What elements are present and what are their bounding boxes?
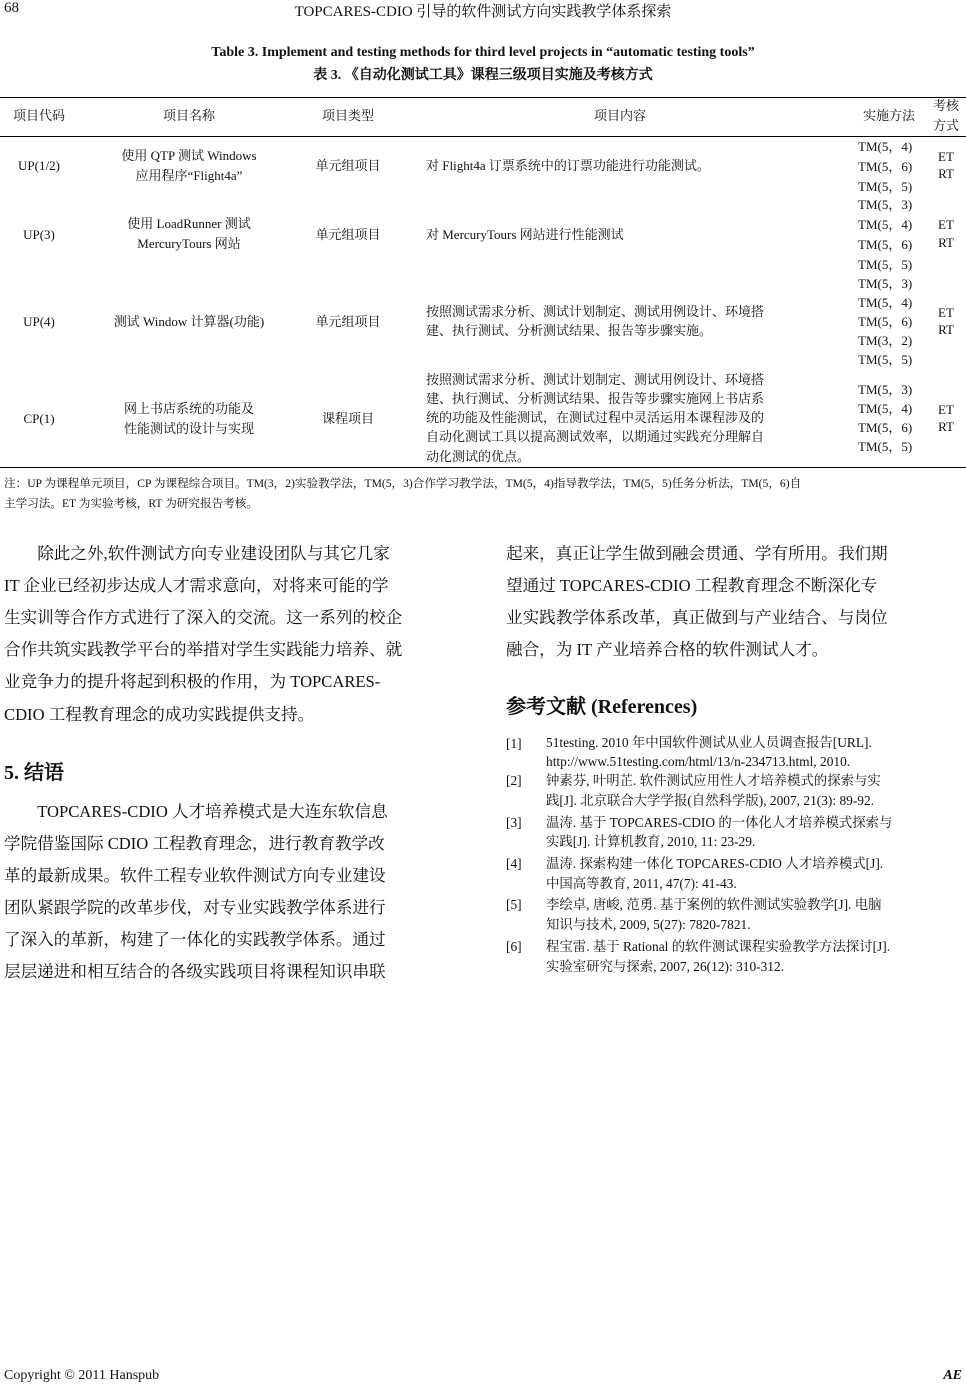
reference-number: [4]: [506, 856, 522, 871]
cell-assess: RT: [938, 235, 954, 250]
body-line: 合作共筑实践教学平台的举措对学生实践能力培养、就: [4, 640, 403, 659]
cell-assess: ET: [938, 217, 954, 232]
cell-method: TM(5，6): [858, 237, 913, 252]
header-assess-line2: 方式: [932, 118, 959, 133]
running-title: TOPCARES-CDIO 引导的软件测试方向实践教学体系探索: [294, 4, 672, 20]
cell-assess: ET: [938, 402, 954, 417]
cell-code: UP(1/2): [18, 158, 60, 173]
reference-line: 实验室研究与探索, 2007, 26(12): 310-312.: [546, 959, 785, 974]
header-method: 实施方法: [862, 108, 915, 123]
reference-line: 温涛. 探索构建一体化 TOPCARES-CDIO 人才培养模式[J].: [546, 856, 884, 871]
page-number: 68: [4, 0, 19, 16]
table-note-line: 主学习法。ET 为实验考核，RT 为研究报告考核。: [4, 497, 258, 510]
cell-name: 测试 Window 计算器(功能): [113, 314, 265, 329]
cell-assess: ET: [938, 305, 954, 320]
table-caption-en: Table 3. Implement and testing methods for third level projects in “automatic testing tools”: [211, 45, 755, 60]
body-line: 生实训等合作方式进行了深入的交流。这一系列的校企: [4, 608, 403, 627]
reference-line: 知识与技术, 2009, 5(27): 7820-7821.: [546, 917, 751, 932]
table-note-line: 注：UP 为课程单元项目，CP 为课程综合项目。TM(3，2)实验教学法，TM(5，3)合作学习教学法，TM(5，4)指导教学法，TM(5，5)任务分析法，TM(5，6)自: [4, 477, 802, 490]
cell-name: 网上书店系统的功能及: [123, 401, 254, 416]
cell-method: TM(5，4): [858, 401, 913, 416]
header-content: 项目内容: [593, 108, 646, 123]
cell-method: TM(5，3): [858, 276, 913, 291]
cell-name: 性能测试的设计与实现: [123, 421, 254, 436]
cell-content: 按照测试需求分析、测试计划制定、测试用例设计、环境搭: [426, 304, 765, 319]
cell-method: TM(5，6): [858, 420, 913, 435]
cell-method: TM(3，2): [858, 333, 913, 348]
reference-line: http://www.51testing.com/html/13/n-234713.html, 2010.: [546, 754, 851, 769]
cell-content: 动化测试的优点。: [426, 449, 531, 464]
body-line: 除此之外,软件测试方向专业建设团队与其它几家: [37, 544, 390, 563]
reference-line: 温涛. 基于 TOPCARES-CDIO 的一体化人才培养模式探索与: [546, 815, 893, 830]
section-heading: 5. 结语: [4, 762, 64, 784]
table-bottom-rule: [0, 467, 966, 468]
cell-assess: RT: [938, 322, 954, 337]
header-assess-line1: 考核: [932, 98, 959, 113]
body-line: 业实践教学体系改革，真正做到与产业结合、与岗位: [506, 608, 888, 627]
cell-method: TM(5，6): [858, 159, 913, 174]
cell-method: TM(5，4): [858, 295, 913, 310]
header-code: 项目代码: [12, 108, 65, 123]
body-line: 业竞争力的提升将起到积极的作用，为 TOPCARES-: [4, 672, 381, 691]
body-line: 革的最新成果。软件工程专业软件测试方向专业建设: [4, 866, 386, 885]
table-caption-zh: 表 3. 《自动化测试工具》课程三级项目实施及考核方式: [313, 68, 653, 83]
body-line: 望通过 TOPCARES-CDIO 工程教育理念不断深化专: [506, 576, 878, 595]
cell-content: 统的功能及性能测试，在测试过程中灵活运用本课程涉及的: [426, 410, 765, 425]
cell-method: TM(5，6): [858, 314, 913, 329]
reference-number: [3]: [506, 815, 522, 830]
reference-number: [2]: [506, 773, 522, 788]
cell-assess: RT: [938, 166, 954, 181]
cell-code: UP(3): [23, 227, 55, 242]
cell-method: TM(5，5): [858, 257, 913, 272]
table-top-rule: [0, 97, 966, 98]
references-heading: 参考文献 (References): [506, 696, 698, 718]
header-type: 项目类型: [321, 108, 374, 123]
cell-name: MercuryTours 网站: [137, 236, 241, 251]
cell-method: TM(5，5): [858, 439, 913, 454]
reference-line: 51testing. 2010 年中国软件测试从业人员调查报告[URL].: [546, 735, 872, 750]
body-line: 层层递进和相互结合的各级实践项目将课程知识串联: [4, 962, 386, 981]
cell-method: TM(5，4): [858, 217, 913, 232]
cell-name: 应用程序“Flight4a”: [135, 168, 243, 183]
cell-content: 对 Flight4a 订票系统中的订票功能进行功能测试。: [426, 158, 710, 173]
header-name: 项目名称: [162, 108, 215, 123]
cell-assess: RT: [938, 419, 954, 434]
cell-method: TM(5，3): [858, 197, 913, 212]
reference-number: [6]: [506, 939, 522, 954]
reference-line: 实践[J]. 计算机教育, 2010, 11: 23-29.: [546, 834, 756, 849]
reference-line: 程宝雷. 基于 Rational 的软件测试课程实验教学方法探讨[J].: [546, 939, 891, 954]
reference-number: [5]: [506, 897, 522, 912]
cell-type: 课程项目: [321, 411, 374, 426]
table-header-rule: [0, 136, 966, 137]
cell-method: TM(5，5): [858, 179, 913, 194]
body-line: 团队紧跟学院的改革步伐，对专业实践教学体系进行: [4, 898, 386, 917]
body-line: CDIO 工程教育理念的成功实践提供支持。: [4, 705, 315, 724]
cell-method: TM(5，5): [858, 352, 913, 367]
cell-content: 建、执行测试、分析测试结果、报告等步骤实施网上书店系: [426, 391, 765, 406]
cell-content: 自动化测试工具以提高测试效率，以期通过实践充分理解自: [426, 429, 765, 444]
journal-abbreviation: AE: [943, 1368, 962, 1383]
cell-method: TM(5，3): [858, 382, 913, 397]
reference-line: 钟素芬, 叶明芷. 软件测试应用性人才培养模式的探索与实: [546, 773, 881, 788]
cell-name: 使用 QTP 测试 Windows: [121, 148, 257, 163]
reference-line: 李绘卓, 唐峻, 范勇. 基于案例的软件测试实验教学[J]. 电脑: [546, 897, 882, 912]
cell-code: UP(4): [23, 314, 55, 329]
cell-content: 建、执行测试、分析测试结果、报告等步骤实施。: [426, 323, 713, 338]
cell-content: 按照测试需求分析、测试计划制定、测试用例设计、环境搭: [426, 372, 765, 387]
cell-method: TM(5，4): [858, 139, 913, 154]
reference-line: 践[J]. 北京联合大学学报(自然科学版), 2007, 21(3): 89-92.: [546, 793, 875, 808]
cell-type: 单元组项目: [315, 158, 381, 173]
body-line: 学院借鉴国际 CDIO 工程教育理念，进行教育教学改: [4, 834, 385, 853]
copyright-notice: Copyright © 2011 Hanspub: [4, 1368, 160, 1383]
body-line: 起来，真正让学生做到融会贯通、学有所用。我们期: [506, 544, 888, 563]
cell-assess: ET: [938, 149, 954, 164]
cell-type: 单元组项目: [315, 227, 381, 242]
body-line: 融合，为 IT 产业培养合格的软件测试人才。: [506, 640, 829, 659]
cell-code: CP(1): [23, 411, 55, 426]
cell-name: 使用 LoadRunner 测试: [127, 216, 251, 231]
reference-number: [1]: [506, 736, 522, 751]
body-line: TOPCARES-CDIO 人才培养模式是大连东软信息: [37, 802, 388, 821]
body-line: 了深入的革新，构建了一体化的实践教学体系。通过: [4, 930, 386, 949]
body-line: IT 企业已经初步达成人才需求意向，对将来可能的学: [4, 576, 389, 595]
cell-content: 对 MercuryTours 网站进行性能测试: [426, 227, 624, 242]
cell-type: 单元组项目: [315, 314, 381, 329]
reference-line: 中国高等教育, 2011, 47(7): 41-43.: [546, 876, 737, 891]
